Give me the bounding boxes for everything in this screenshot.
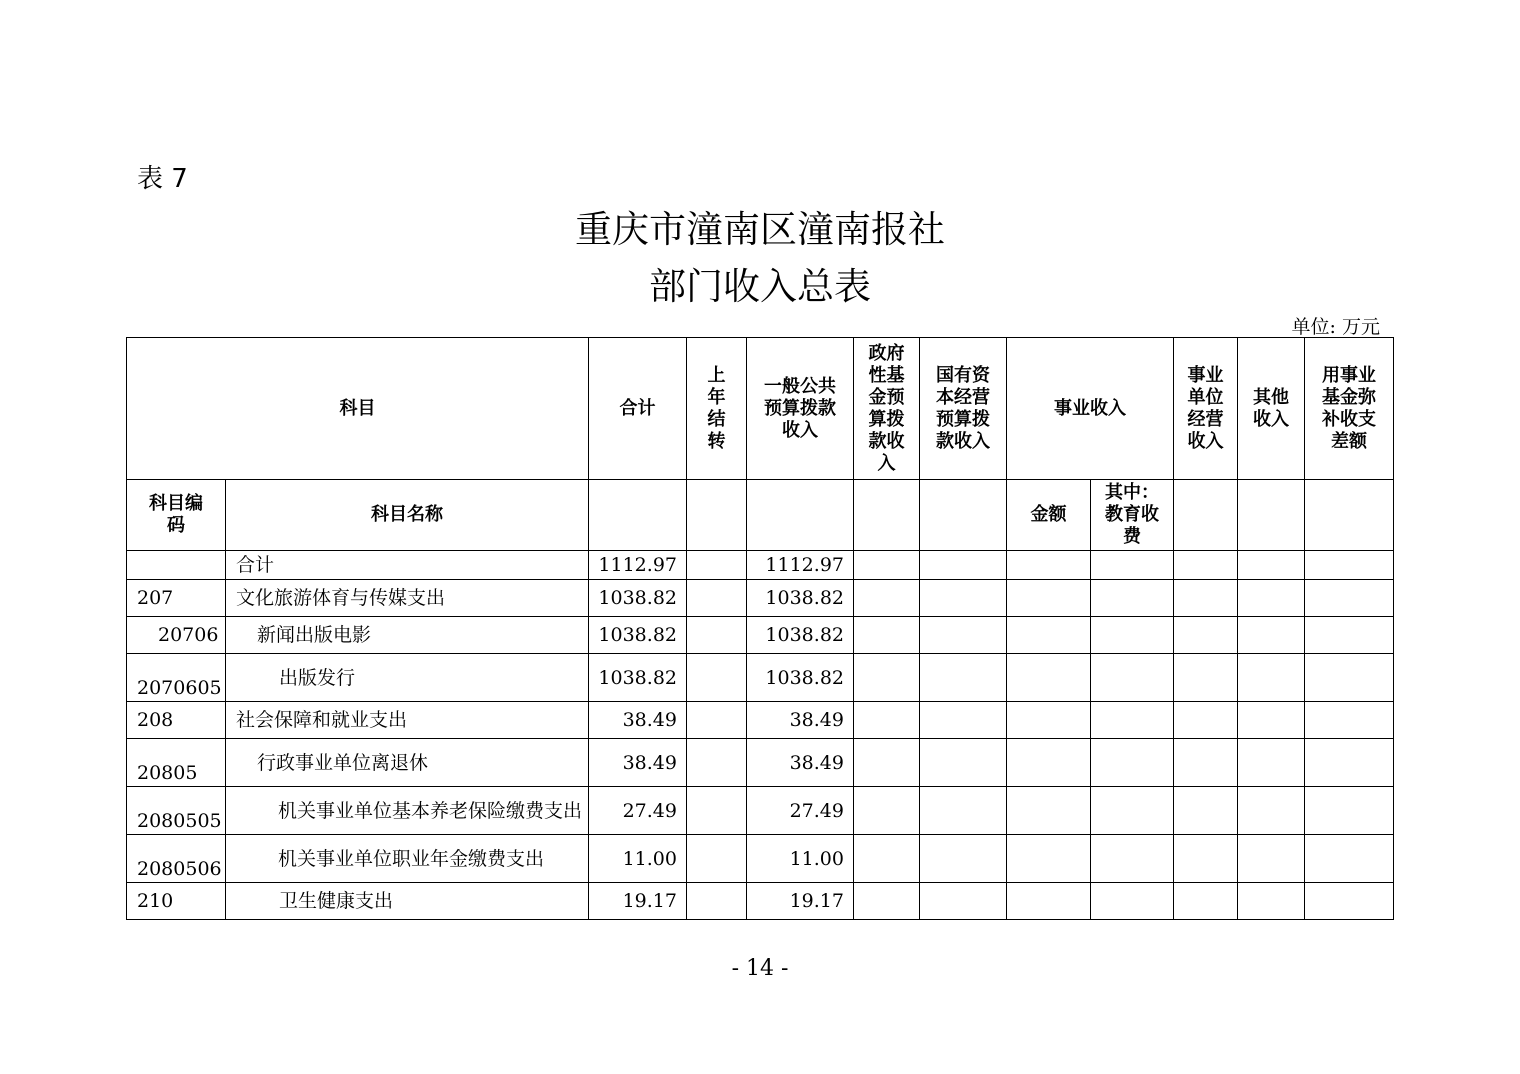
subject-code: 207 [127, 580, 226, 617]
subject-code: 2080506 [127, 835, 226, 883]
subject-name: 机关事业单位职业年金缴费支出 [226, 835, 589, 883]
subject-code: 210 [127, 883, 226, 920]
header-business-income: 事业收入 [1007, 338, 1174, 480]
header-gov-fund: 政府性基金预算拨款收入 [854, 338, 920, 480]
title-line-1: 重庆市潼南区潼南报社 [575, 208, 945, 251]
total-value: 27.49 [589, 787, 687, 835]
header-subject-name: 科目名称 [226, 480, 589, 551]
general-budget-value: 11.00 [747, 835, 854, 883]
subject-name: 社会保障和就业支出 [226, 702, 589, 739]
table-row [127, 702, 1394, 739]
header-subject: 科目 [127, 338, 589, 480]
general-budget-value: 38.49 [747, 702, 854, 739]
total-value: 1038.82 [589, 580, 687, 617]
general-budget-value: 1038.82 [747, 617, 854, 654]
subject-code: 20706 [127, 617, 226, 654]
table-row [127, 617, 1394, 654]
income-summary-table [126, 337, 1394, 920]
total-value: 11.00 [589, 835, 687, 883]
table-row [127, 787, 1394, 835]
total-value: 38.49 [589, 702, 687, 739]
subject-code: 20805 [127, 739, 226, 787]
header-fund-balance: 用事业基金弥补收支差额 [1305, 338, 1394, 480]
table-row [127, 739, 1394, 787]
subject-code: 2080505 [127, 787, 226, 835]
total-value: 19.17 [589, 883, 687, 920]
header-carryover: 上年结转 [687, 338, 747, 480]
unit-label: 单位: 万元 [1291, 316, 1380, 338]
subject-name: 新闻出版电影 [226, 617, 589, 654]
page-number: - 14 - [731, 956, 789, 981]
general-budget-value: 1112.97 [747, 551, 854, 580]
general-budget-value: 1038.82 [747, 580, 854, 617]
header-edu-fee: 其中：教育收费 [1091, 480, 1174, 551]
subject-name: 行政事业单位离退休 [226, 739, 589, 787]
general-budget-value: 19.17 [747, 883, 854, 920]
subject-code: 2070605 [127, 654, 226, 702]
header-total: 合计 [589, 338, 687, 480]
subject-name: 卫生健康支出 [226, 883, 589, 920]
table-row [127, 551, 1394, 580]
title-line-2: 部门收入总表 [649, 265, 871, 308]
header-other-income: 其他收入 [1238, 338, 1305, 480]
subject-code: 208 [127, 702, 226, 739]
total-value: 1112.97 [589, 551, 687, 580]
table-row [127, 883, 1394, 920]
subject-name: 文化旅游体育与传媒支出 [226, 580, 589, 617]
total-value: 1038.82 [589, 617, 687, 654]
table-row [127, 654, 1394, 702]
header-general-budget: 一般公共预算拨款收入 [747, 338, 854, 480]
total-value: 1038.82 [589, 654, 687, 702]
header-row-1 [127, 338, 1394, 480]
header-subject-code: 科目编码 [127, 480, 226, 551]
table-row [127, 580, 1394, 617]
subject-code [127, 551, 226, 580]
subject-name: 出版发行 [226, 654, 589, 702]
header-amount: 金额 [1007, 480, 1091, 551]
header-unit-operating: 事业单位经营收入 [1174, 338, 1238, 480]
general-budget-value: 27.49 [747, 787, 854, 835]
table-row [127, 835, 1394, 883]
table-label: 表 7 [137, 164, 188, 194]
general-budget-value: 1038.82 [747, 654, 854, 702]
subject-name: 合计 [226, 551, 589, 580]
header-state-capital: 国有资本经营预算拨款收入 [920, 338, 1007, 480]
subject-name: 机关事业单位基本养老保险缴费支出 [226, 787, 589, 835]
total-value: 38.49 [589, 739, 687, 787]
header-row-2 [127, 480, 1394, 551]
general-budget-value: 38.49 [747, 739, 854, 787]
